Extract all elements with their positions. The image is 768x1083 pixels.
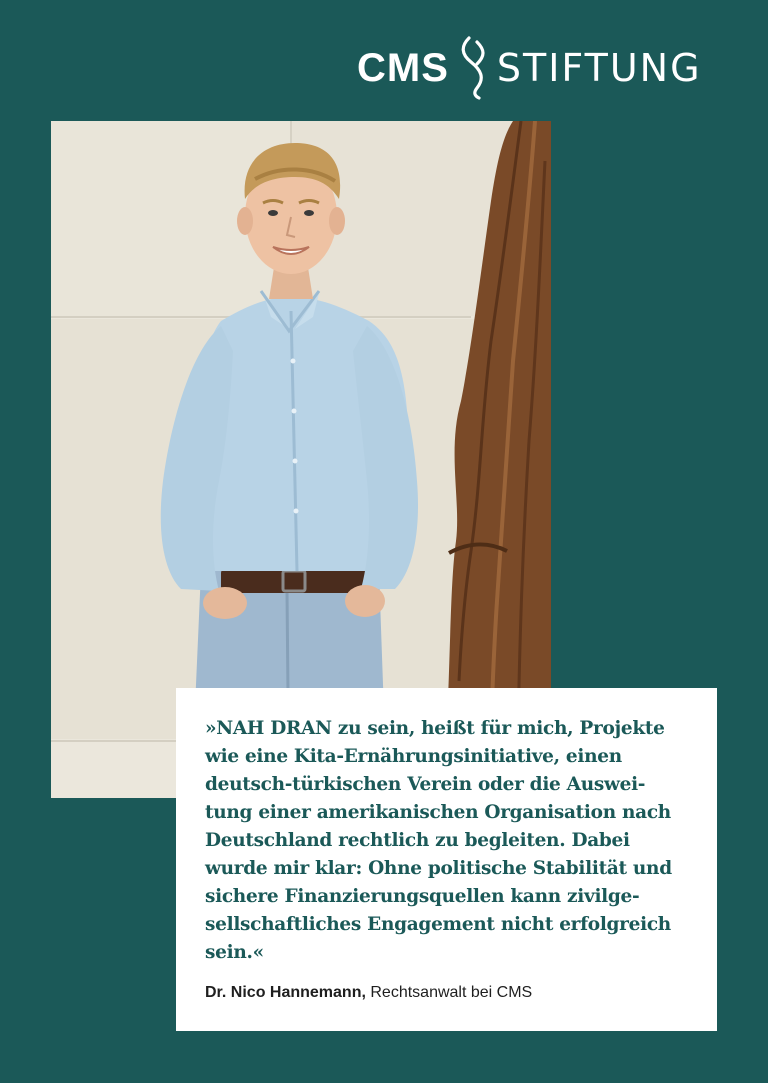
quote-line: wurde mir klar: Ohne politische Stabilität und — [205, 858, 672, 879]
cms-stiftung-logo — [357, 36, 702, 100]
quote-card — [176, 688, 717, 1031]
quote-text — [205, 715, 685, 967]
attribution — [205, 984, 532, 1002]
attribution-role: Rechtsanwalt bei CMS — [365, 984, 533, 1001]
logo-secondary-text: STIFTUNG — [496, 46, 702, 90]
quote-line: sichere Finanzierungsquellen kann zivilge- — [205, 886, 640, 907]
quote-line: sellschaftliches Engagement nicht erfolgreich — [205, 914, 671, 935]
logo-primary-text: CMS — [357, 46, 449, 90]
quote-line: wie eine Kita-Ernährungsinitiative, einen — [205, 746, 622, 767]
quote-line: »NAH DRAN zu sein, heißt für mich, Projekte — [205, 718, 665, 739]
quote-line: Deutschland rechtlich zu begleiten. Dabei — [205, 830, 630, 851]
logo-mark-icon — [457, 36, 491, 100]
quote-line: tung einer amerikanischen Organisation nach — [205, 802, 671, 823]
quote-line: deutsch-türkischen Verein oder die Auswei- — [205, 774, 646, 795]
attribution-name: Dr. Nico Hannemann, — [205, 984, 366, 1001]
quote-line: sein.« — [205, 942, 264, 963]
